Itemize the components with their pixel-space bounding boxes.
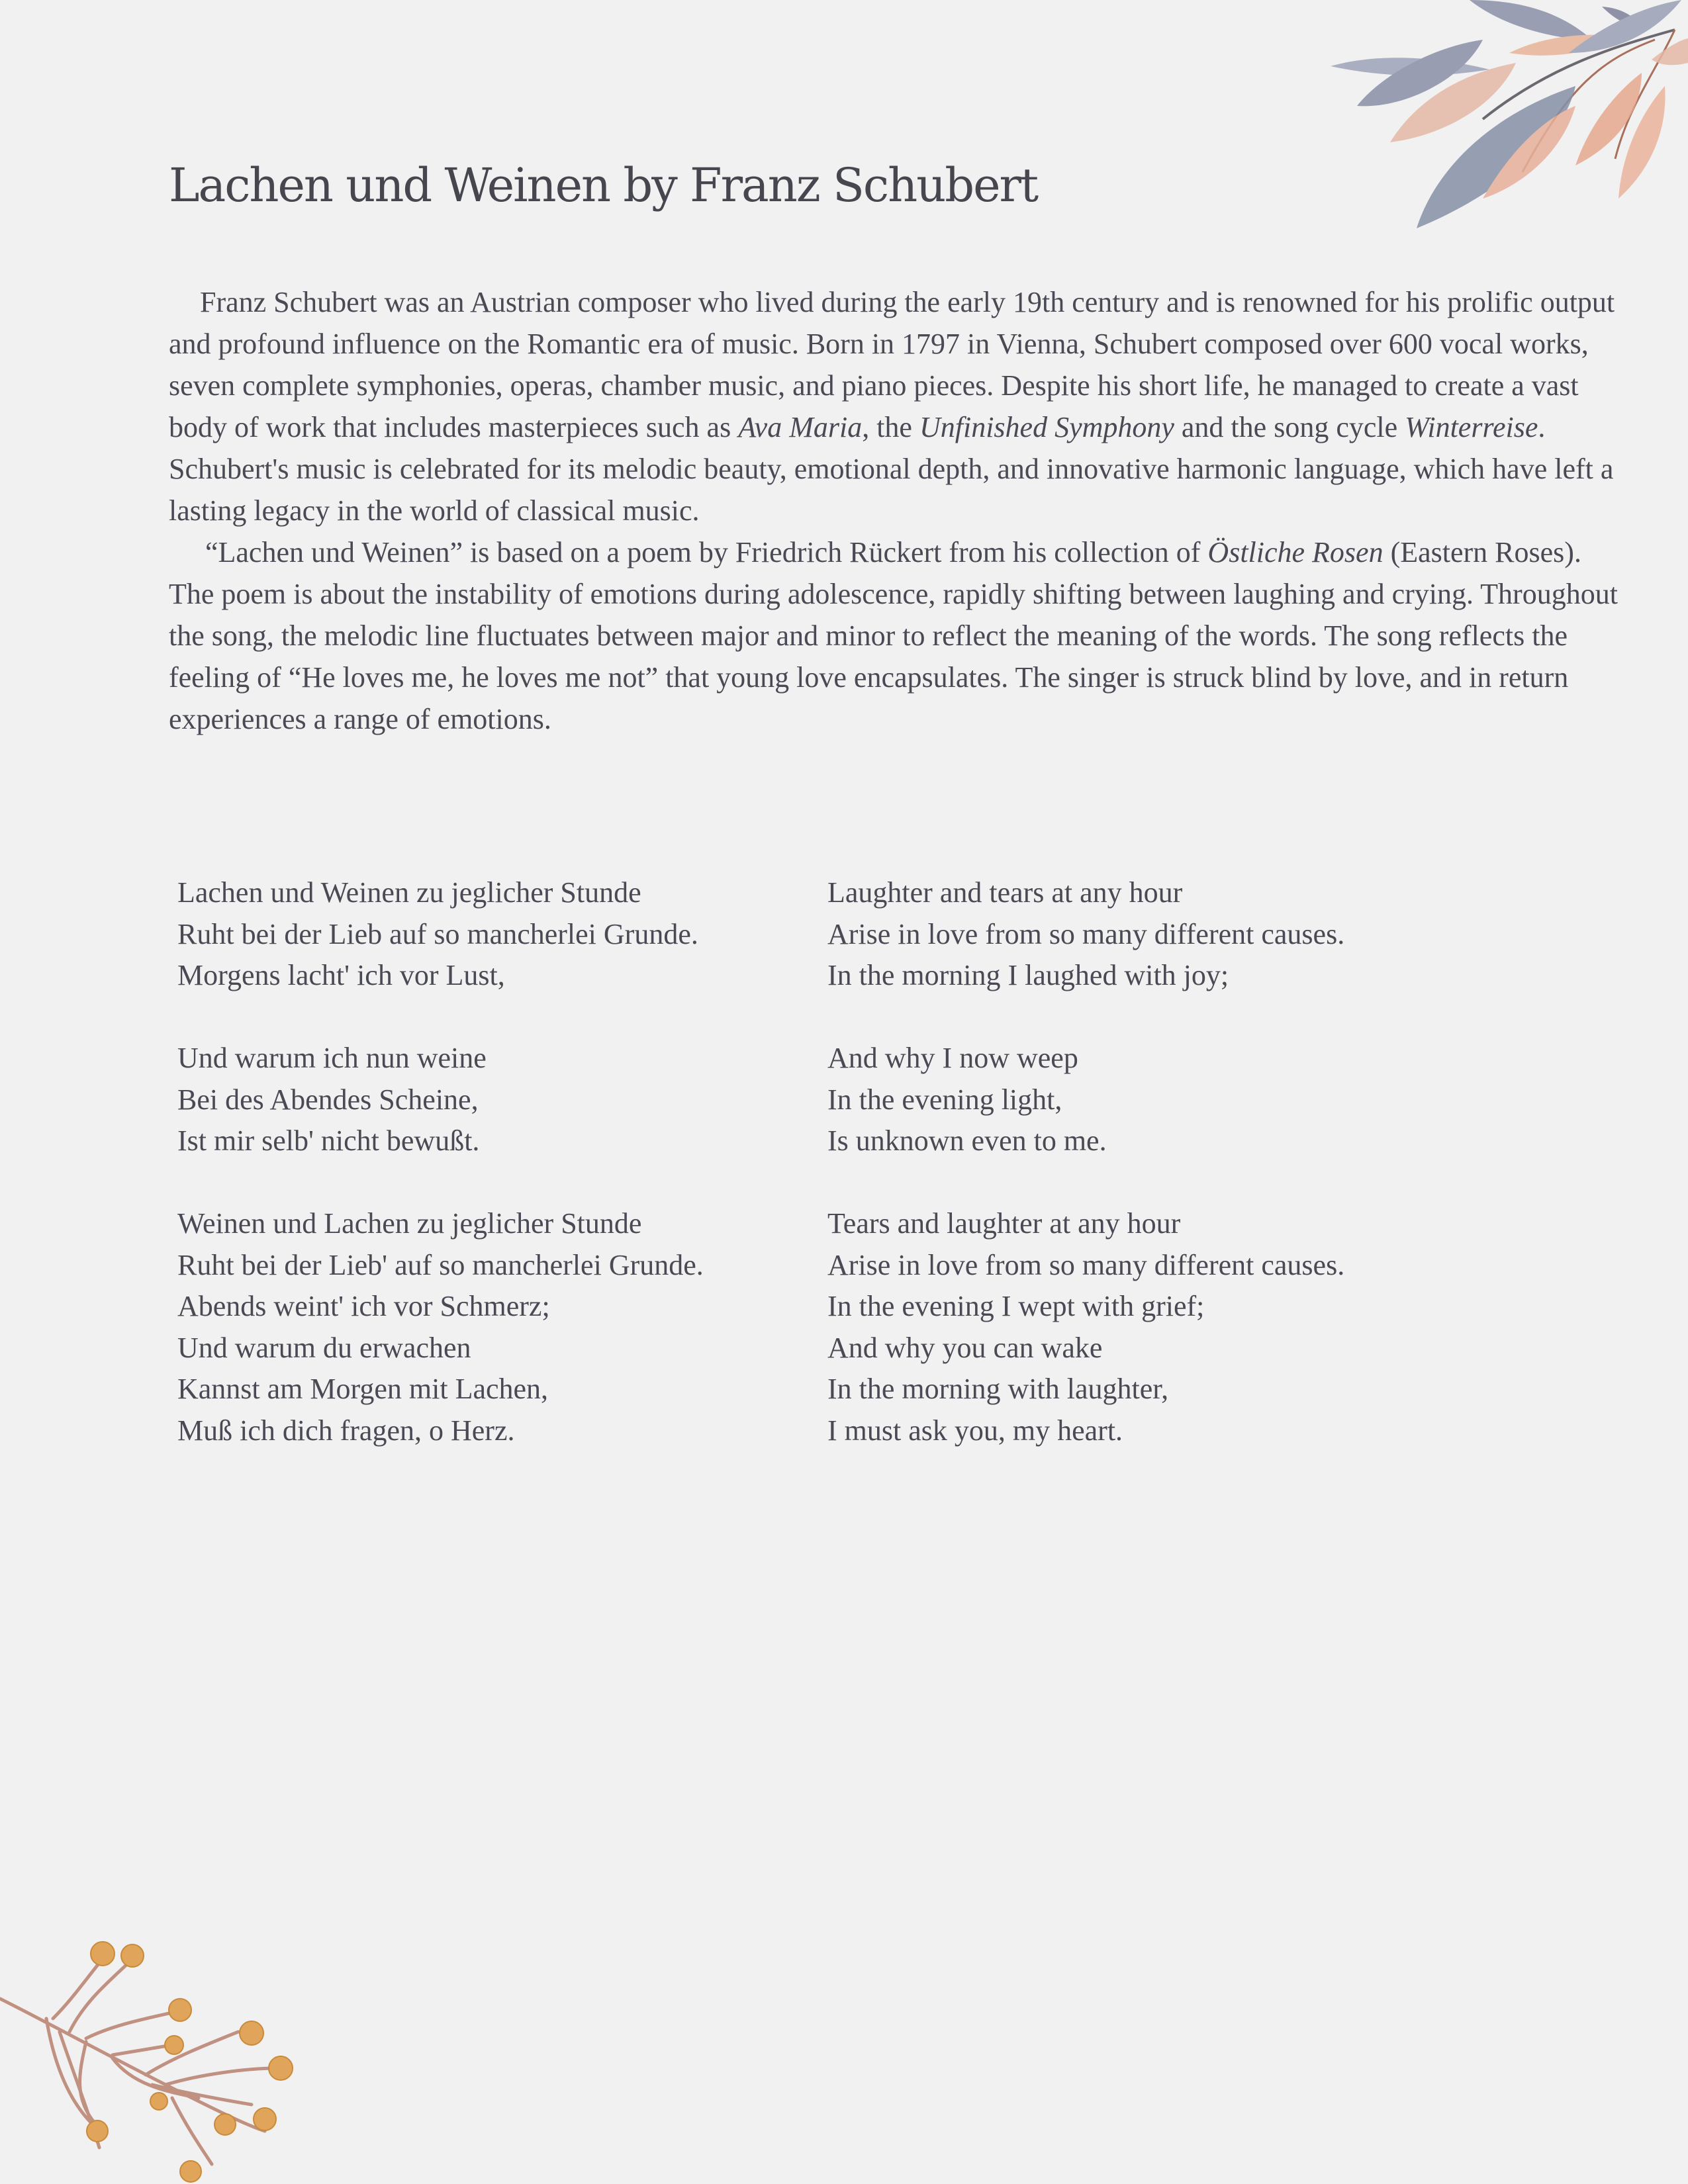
translation-line: Is unknown even to me. <box>827 1124 1107 1157</box>
intro-paragraph-song <box>169 531 1632 740</box>
intro-text-span: Franz Schubert was an Austrian composer who lived during the early 19th century and is renowned for his prolific output and profound influence on the Romantic era of music. Born in 1797 in Vienna, Schubert composed over 600 vocal works, seven complete symphonies, operas, chamber music, and piano pieces. Despite his short life, he managed to create a vast body of work that includes masterpieces such as <box>169 286 1615 443</box>
intro-text-span: , the <box>862 411 919 443</box>
berry-branch-icon <box>0 1926 311 2184</box>
translation-line: Tears and laughter at any hour <box>827 1207 1181 1240</box>
lyric-line: Lachen und Weinen zu jeglicher Stunde <box>177 876 641 909</box>
translation-line: And why you can wake <box>827 1331 1103 1364</box>
intro-text <box>169 281 1632 740</box>
english-translation <box>827 872 1556 1493</box>
lyric-line: Ruht bei der Lieb' auf so mancherlei Grunde. <box>177 1248 704 1281</box>
intro-paragraph-biography <box>169 281 1632 531</box>
lyric-line: Und warum du erwachen <box>177 1331 471 1364</box>
work-title-winterreise: Winterreise <box>1405 411 1538 443</box>
work-title-unfinished-symphony: Unfinished Symphony <box>919 411 1174 443</box>
translation-line: In the evening I wept with grief; <box>827 1290 1205 1322</box>
translation-line: In the evening light, <box>827 1083 1062 1116</box>
lyric-line: Ist mir selb' nicht bewußt. <box>177 1124 480 1157</box>
translation-line: Arise in love from so many different causes. <box>827 1248 1345 1281</box>
lyric-line: Bei des Abendes Scheine, <box>177 1083 479 1116</box>
translation-line: And why I now weep <box>827 1042 1078 1074</box>
german-lyrics <box>177 872 800 1493</box>
intro-text-span: . Schubert's music is celebrated for its melodic beauty, emotional depth, and innovative harmonic language, which have left a lasting legacy in the world of classical music. <box>169 411 1614 527</box>
english-stanza-1 <box>827 872 1556 997</box>
lyric-line: Muß ich dich fragen, o Herz. <box>177 1414 515 1447</box>
german-stanza-2 <box>177 1038 800 1162</box>
translation-line: In the morning with laughter, <box>827 1373 1169 1405</box>
intro-text-span: (Eastern Roses). The poem is about the instability of emotions during adolescence, rapidly shifting between laughing and crying. Throughout the song, the melodic line fluctuates between major and minor to reflect the meaning of the words. The song reflects the feeling of “He loves me, he loves me not” that young love encapsulates. The singer is struck blind by love, and in return experiences a range of emotions. <box>169 536 1618 735</box>
lyric-line: Weinen und Lachen zu jeglicher Stunde <box>177 1207 642 1240</box>
translation-line: Laughter and tears at any hour <box>827 876 1183 909</box>
lyric-line: Abends weint' ich vor Schmerz; <box>177 1290 550 1322</box>
translation-line: I must ask you, my heart. <box>827 1414 1123 1447</box>
lyric-line: Ruht bei der Lieb auf so mancherlei Grunde. <box>177 917 698 950</box>
translation-line: Arise in love from so many different causes. <box>827 917 1345 950</box>
translation-line: In the morning I laughed with joy; <box>827 959 1229 991</box>
work-title-ave-maria: Ava Maria <box>738 411 863 443</box>
intro-text-span: and the song cycle <box>1174 411 1405 443</box>
lyric-line: Morgens lacht' ich vor Lust, <box>177 959 505 991</box>
english-stanza-2 <box>827 1038 1556 1162</box>
german-stanza-3 <box>177 1203 800 1451</box>
english-stanza-3 <box>827 1203 1556 1451</box>
german-stanza-1 <box>177 872 800 997</box>
page-title: Lachen und Weinen by Franz Schubert <box>169 158 1038 212</box>
lyric-line: Und warum ich nun weine <box>177 1042 487 1074</box>
lyric-line: Kannst am Morgen mit Lachen, <box>177 1373 549 1405</box>
collection-title: Östliche Rosen <box>1207 536 1383 569</box>
intro-text-span: “Lachen und Weinen” is based on a poem by Friedrich Rückert from his collection of <box>205 536 1208 569</box>
